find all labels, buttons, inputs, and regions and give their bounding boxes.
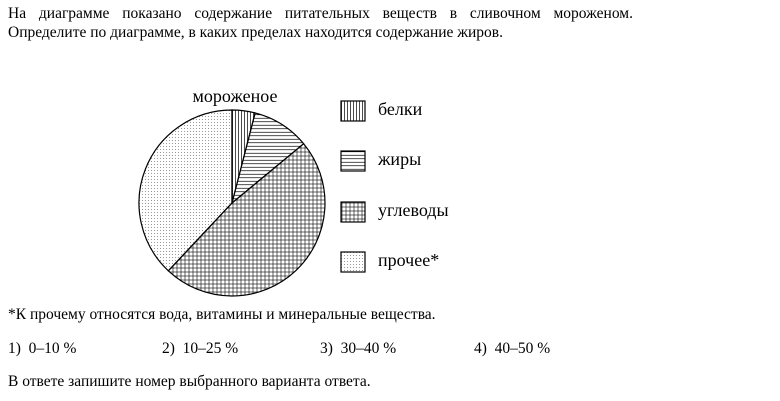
question-text: На диаграмме показано содержание питательных веществ в сливочном мороженом. Определите по диаграмме, в каких пределах находится содержание жиров. bbox=[8, 5, 633, 41]
legend-label: белки bbox=[378, 99, 423, 119]
legend-label: углеводы bbox=[378, 200, 449, 220]
legend-label: жиры bbox=[378, 149, 422, 169]
answer-option-1[interactable]: 1) 0–10 % bbox=[8, 340, 77, 357]
legend-swatch-vertical-icon bbox=[340, 100, 366, 122]
legend-swatch-horizontal-icon bbox=[340, 150, 366, 172]
pie-chart bbox=[135, 106, 335, 306]
chart-title: мороженое bbox=[192, 86, 278, 106]
answer-option-4[interactable]: 4) 40–50 % bbox=[474, 340, 551, 357]
legend-swatch-dots-icon bbox=[340, 251, 366, 273]
footnote: *К прочему относятся вода, витамины и минеральные вещества. bbox=[8, 306, 436, 323]
answer-option-3[interactable]: 3) 30–40 % bbox=[320, 340, 397, 357]
answer-option-2[interactable]: 2) 10–25 % bbox=[162, 340, 239, 357]
legend-swatch-grid-icon bbox=[340, 201, 366, 223]
legend-label: прочее* bbox=[378, 250, 440, 270]
answer-options bbox=[8, 340, 608, 362]
instruction: В ответе запишите номер выбранного варианта ответа. bbox=[8, 373, 371, 390]
